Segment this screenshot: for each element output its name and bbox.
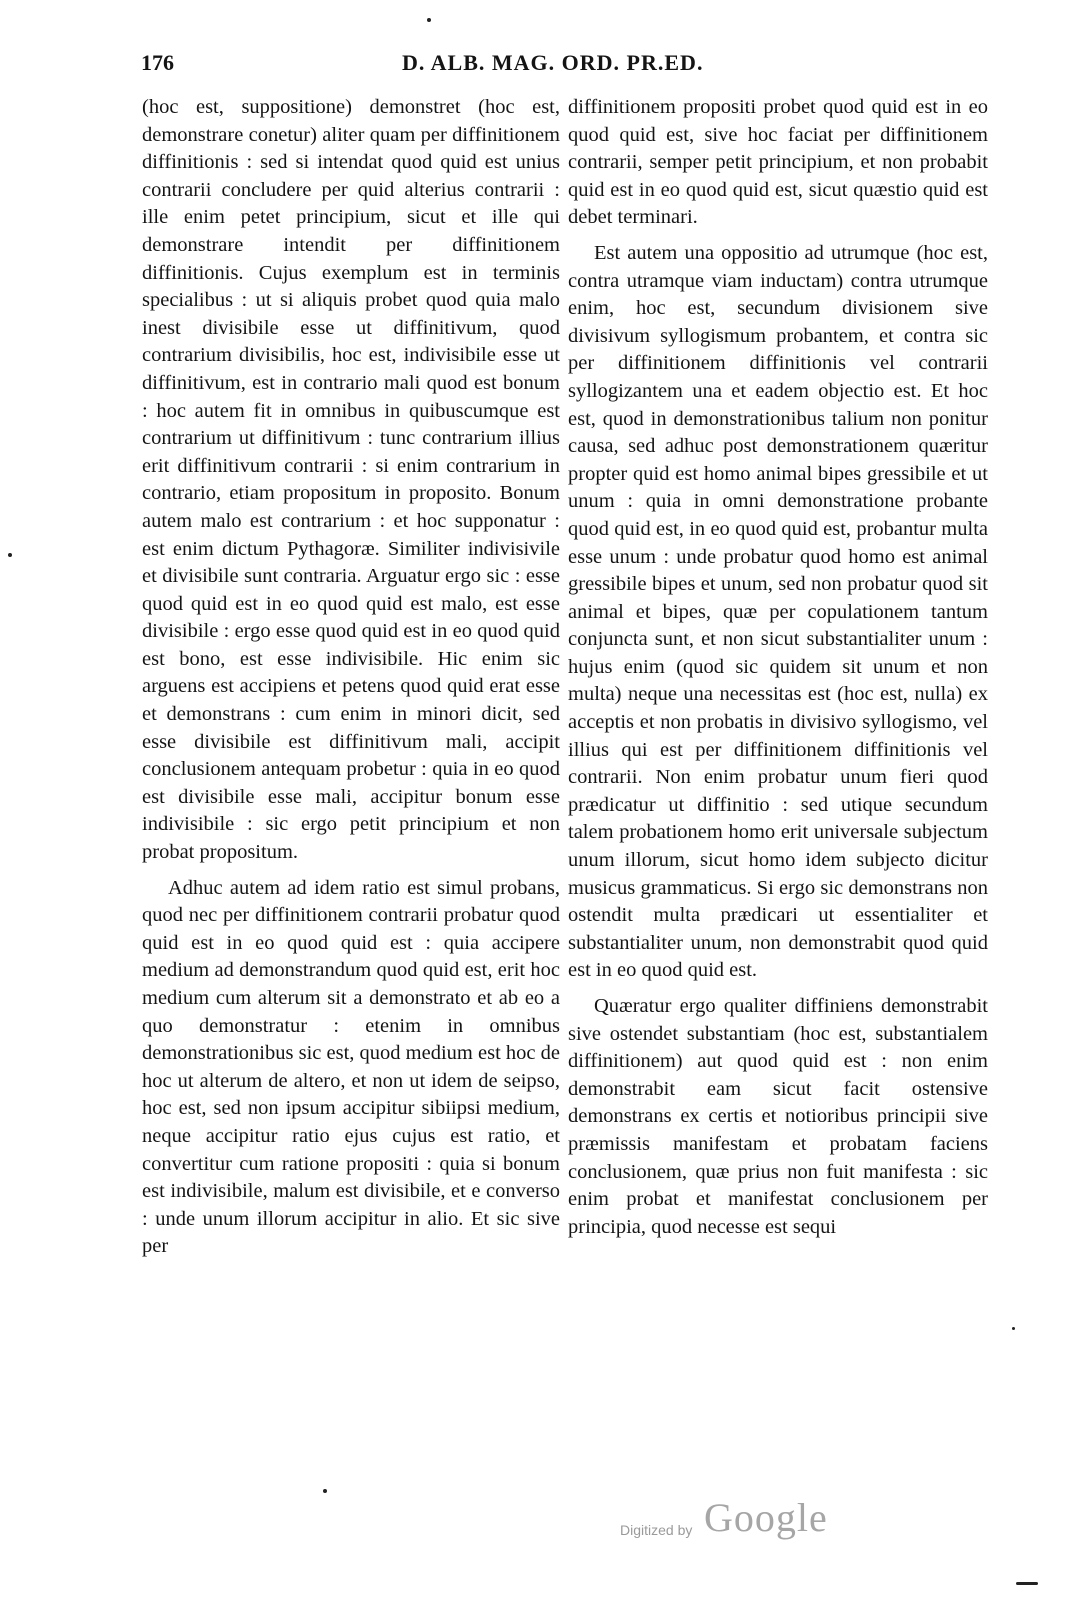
print-speck [427,18,431,22]
google-logo: Google [704,1495,828,1540]
paragraph: diffinitionem propositi probet quod quid est in eo quod quid est, sive hoc faciat per diffinitionem contrarii, semper petit principium, et non probabit quid est in eo quod quid est, sicut quæstio quid est debet terminari. [568,96,988,229]
digitization-watermark [0,1490,1066,1560]
print-speck [8,553,12,557]
paragraph: (hoc est, suppositione) demonstret (hoc est, demonstrare conetur) aliter quam per diffinitionem diffinitionis : sed si intendat quod quid est unius contrarii concludere per quid alterius contrarii : ille enim petet principium, sicut et ille qui demonstrare intendit per diffinitionem diffinitionis. Cujus exemplum est in terminis specialibus : ut si aliquis probet quod quia malo inest divisibile esse ut diffinitivum, quod contrarium divisibilis, hoc est, indivisibile esse ut diffinitivum, est in contrario mali quod est bonum : hoc autem fit in omnibus in quibuscumque est contrarium ut diffinitivum : tunc contrarium illius erit diffinitivum contrarii : si enim contrarium in contrario, etiam propositum in proposito. Bonum autem malo est contrarium : et hoc supponatur : est enim dictum Pythagoræ. Similiter indivisivile et divisibile sunt contraria. Arguatur ergo sic : esse quod quid est in eo quod quid est malo, est esse divisibile : ergo esse quod quid est in eo quod quid est bono, est esse indivisibile. Hic enim sic arguens est accipiens et petens quod quid erat esse et demonstrans : cum enim in minori dicit, sed esse divisibile est diffinitivum mali, accipit conclusionem antequam probetur : quia in eo quod est divisibile esse mali, accipitur bonum esse indivisibile : sic ergo petit principium et non probat propositum. [142,96,560,864]
paragraph: Quæratur ergo qualiter diffiniens demonstrabit sive ostendet substantiam (hoc est, substantialem diffinitionem) aut quod quid est : non enim demonstrabit eam sicut facit ostensive demonstrans ex certis et notioribus principii sive præmissis manifestam et probatam faciens conclusionem, quæ prius non fuit manifesta : sic enim probat et manifestat conclusionem per principia, quod necesse est sequi [568,995,988,1238]
page-header [0,46,1066,82]
print-speck [323,1489,327,1493]
left-text-column [142,94,560,1261]
digitized-by-label: Digitized by [620,1522,693,1538]
running-head: D. ALB. MAG. ORD. PR.ED. [402,50,704,75]
page-number: 176 [141,50,174,75]
print-speck [1016,1582,1038,1585]
right-text-column [568,94,988,1241]
print-speck [1012,1327,1015,1330]
paragraph: Est autem una oppositio ad utrumque (hoc est, contra utramque viam inductam) contra utrumque enim, hoc est, secundum divisionem sive divisivum syllogismum probantem, et contra sic per diffinitionem diffinitionis vel contrarii syllogizantem una et eadem objectio est. Et hoc est, quod in demonstrationibus talium non ponitur causa, sed adhuc post demonstrationem quæritur propter quid est homo animal bipes gressibile et ut unum : quia in omni demonstratione probante quod quid est, in eo quod quid est, probantur multa esse unum : unde probatur quod homo est animal gressibile bipes et unum, sed non probatur quod sit animal et bipes, quæ per copulationem tantum conjuncta sunt, et non sicut substantialiter unum : hujus enim (quod sic quidem sit unum et non multa) neque una necessitas est (hoc est, nulla) ex acceptis et non probatis in divisivo syllogismo, vel illius qui est per diffinitionem diffinitionis vel contrarii. Non enim probatur unum fieri quod prædicatur ut diffinitio : sed utique secundum talem probationem homo erit universale subjectum unum illorum, sicut homo idem subjecto dicitur musicus grammaticus. Si ergo sic demonstrans non ostendit multa prædicari ut essentialiter et substantialiter unum, non demonstrabit quod quid est in eo quod quid est. [568,241,988,982]
paragraph: Adhuc autem ad idem ratio est simul probans, quod nec per diffinitionem contrarii probatur quod quid est in eo quod quid est : quia accipere medium ad demonstrandum quod quid est, erit hoc medium cum alterum sit a demonstrato et ab eo a quo demonstratur : etenim in omnibus demonstrationibus sic est, quod medium est hoc de hoc ut alterum de altero, et non ut idem de seipso, hoc est, sed non ipsum accipitur sibiipsi medium, neque accipitur ratio ejus cujus est ratio, et convertitur cum ratione propositi : quia si bonum est indivisibile, malum est divisibile, et e converso : unde unum illorum accipitur in alio. Et sic sive per [142,876,560,1258]
